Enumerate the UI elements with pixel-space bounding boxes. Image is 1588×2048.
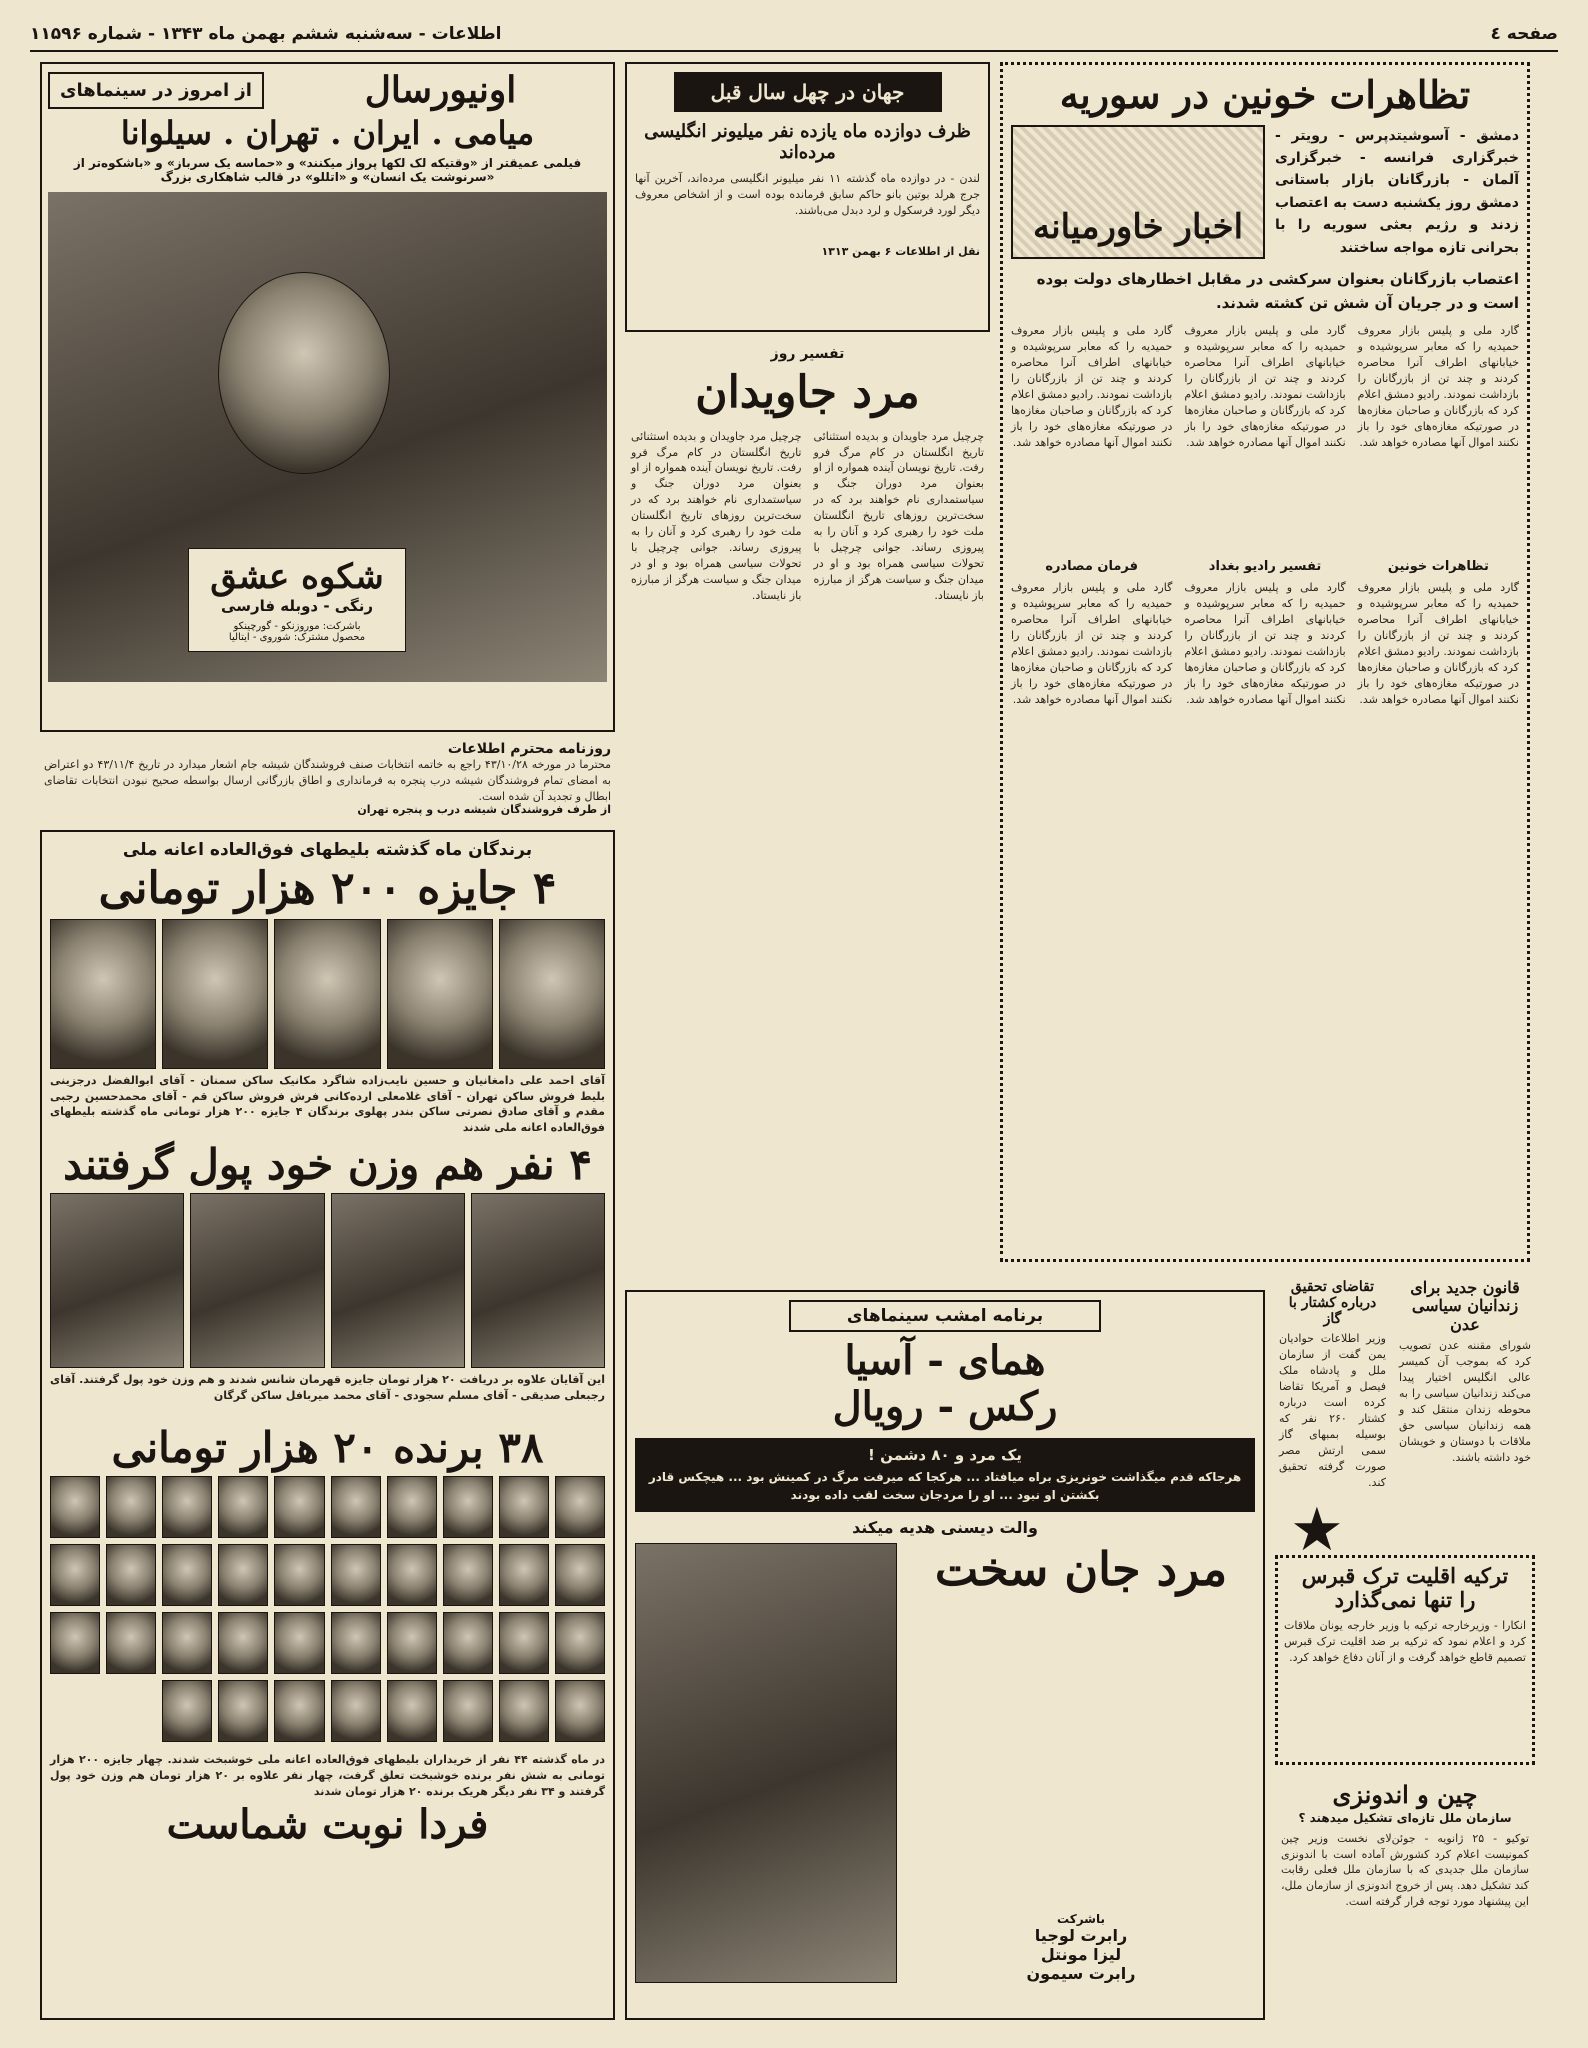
winner-thumb (274, 1544, 324, 1606)
actress-portrait (218, 272, 390, 474)
churchill-kicker: تفسیر روز (770, 346, 845, 362)
cinema-top-title-line2: میامی . ایران . تهران . سیلوانا (120, 114, 535, 153)
winner-thumb (218, 1476, 268, 1538)
cinema-ad-bottom (625, 1290, 1265, 2020)
winner-thumb (443, 1544, 493, 1606)
jahan-source: نقل از اطلاعات ۶ بهمن ۱۳۱۳ (821, 245, 980, 259)
film-poster-photo (48, 192, 607, 682)
winner-thumb (443, 1476, 493, 1538)
winner-thumb (162, 1680, 212, 1742)
winner-thumb (50, 1544, 100, 1606)
cinema-top-desc1: فیلمی عمیقتر از «وقتیکه لک لکها پرواز میکنند» و «حماسه یک سرباز» و «باشکوه‌تر از (73, 156, 582, 171)
cinema-presenter: والت دیسنی هدیه میکند (852, 1518, 1038, 1537)
syria-body-col3b: گارد ملی و پلیس بازار معروف حمیدیه را که معابر سرپوشیده و خیابانهای اطراف آنرا محاصره کردند و چند تن از بازرگانان را بازداشت نمودند. رادیو دمشق اعلام کرد که بازرگانان و صاحبان مغازه‌ها در صورتیکه مغازه‌های خود را باز نکنند اموال آنها مصادره خواهد شد. (1011, 581, 1173, 706)
syria-body-col1: گارد ملی و پلیس بازار معروف حمیدیه را که معابر سرپوشیده و خیابانهای اطراف آنرا محاصره کردند و چند تن از بازرگانان را بازداشت نمودند. رادیو دمشق اعلام کرد که بازرگانان و صاحبان مغازه‌ها در صورتیکه مغازه‌های خود را باز نکنند اموال آنها مصادره خواهد شد. (1357, 324, 1519, 449)
winner-thumb (162, 1476, 212, 1538)
weighing-photo (50, 1193, 184, 1368)
star-icon: ★ (1290, 1495, 1344, 1565)
winner-thumb (443, 1612, 493, 1674)
turkey-article (1275, 1555, 1535, 1765)
china-body: توکیو - ۲۵ ژانویه - جوئن‌لای نخست وزیر چین کمونیست اعلام کرد کشورش آماده است با اندونزی سازمان ملل جدیدی که با سازمان ملل فعلی رقابت کند تشکیل دهد. پس از خروج اندونزی از سازمان ملل، این پیشنهاد مورد توجه قرار گرفته است. (1281, 1831, 1529, 1909)
winner-thumb (387, 1680, 437, 1742)
syria-headline: تظاهرات خونین در سوریه (1059, 72, 1471, 117)
middle-east-news-logo (1011, 125, 1265, 259)
winner-thumb (162, 1612, 212, 1674)
winner-thumb (555, 1544, 605, 1606)
turkey-body: انکارا - وزیرخارجه ترکیه با وزیر خارجه یونان ملاقات کرد و اعلام نمود که ترکیه بر ضد اقلیت ترک قبرس تصمیم قاطع خواهد گرفت و از آنان دفاع خواهد کرد. (1284, 1619, 1526, 1665)
winner-photo (387, 919, 493, 1069)
winner-thumb (274, 1680, 324, 1742)
cinema-bottom-banner: برنامه امشب سینماهای (789, 1300, 1101, 1332)
syria-body-col1b: گارد ملی و پلیس بازار معروف حمیدیه را که معابر سرپوشیده و خیابانهای اطراف آنرا محاصره کردند و چند تن از بازرگانان را بازداشت نمودند. رادیو دمشق اعلام کرد که بازرگانان و صاحبان مغازه‌ها در صورتیکه مغازه‌های خود را باز نکنند اموال آنها مصادره خواهد شد. (1357, 581, 1519, 706)
cowboy-illustration (635, 1543, 897, 1983)
winner-thumb (218, 1612, 268, 1674)
notice-text: محترما در مورخه ۴۳/۱۰/۲۸ راجع به خاتمه انتخابات صنف فروشندگان شیشه جام اشعار میدارد در تاریخ ۴۳/۱۱/۴ دو اعتراض به امضای تمام فروشندگان شیشه درب پنجره به فرمانداری و اطاق بازرگانی ارسال بواسطه صحیح نبودن انتخابات تقاضای ابطال و تجدید آن شده است. (44, 758, 611, 803)
poster-cast: باشرکت: موروزنکو - گورچینکو (233, 621, 361, 633)
winner-thumb (331, 1544, 381, 1606)
winner-thumb (218, 1544, 268, 1606)
churchill-headline: مرد جاویدان (695, 367, 920, 418)
cast-label: باشرکت (1057, 1912, 1105, 1926)
lottery-footer: فردا نوبت شماست (166, 1801, 489, 1849)
weighing-photo (331, 1193, 465, 1368)
cinema-top-desc2: «سرنوشت یک انسان» و «اتللو» در قالب شاهکاری بزرگ (160, 170, 495, 185)
cast-member-1: رابرت لوجیا (1034, 1926, 1128, 1945)
winner-thumb (106, 1544, 156, 1606)
glass-sellers-notice (40, 737, 615, 827)
lottery-headline-2: ۴ نفر هم وزن خود پول گرفتند (63, 1139, 592, 1189)
winner-thumb (331, 1680, 381, 1742)
weighing-photo (190, 1193, 324, 1368)
winner-thumb (555, 1612, 605, 1674)
jahan-box (625, 62, 990, 332)
cast-member-2: لیزا مونتل (1040, 1945, 1122, 1964)
jahan-body: لندن - در دوازده ماه گذشته ۱۱ نفر میلیونر انگلیسی مرده‌اند، آخرین آنها جرج هرلد بوتین بانو حاکم سابق فرمانده بوده است و از اشخاص معروف دیگر لورد فرسکول و لرد دبدل می‌باشند. (635, 172, 980, 218)
cinema-bottom-line2: رکس - رویال (832, 1383, 1058, 1430)
aden-headline: قانون جدید برای زندانیان سیاسی عدن (1410, 1278, 1520, 1334)
notice-signature: از طرف فروشندگان شیشه درب و پنجره تهران (357, 803, 611, 816)
syria-article (1000, 62, 1530, 1262)
winner-thumb (162, 1544, 212, 1606)
cast-member-3: رابرت سیمون (1026, 1964, 1136, 1983)
aden-article (1395, 1275, 1535, 1545)
cinema-top-title-line1: اونیورسال (364, 69, 517, 111)
winner-thumb (387, 1476, 437, 1538)
winner-thumb (499, 1544, 549, 1606)
poster-subtitle: رنگی - دوبله فارسی (221, 597, 373, 616)
churchill-article (625, 340, 990, 1280)
syria-lead: دمشق - آسوشیتدپرس - رویتر - خبرگزاری فرانسه - خبرگزاری آلمان - بازرگانان بازار باستانی دمشق روز یکشنبه دست به اعتصاب زدند و رژیم بعثی سوریه را با بحرانی تازه مواجه ساختند (1275, 127, 1519, 256)
winner-thumb (331, 1612, 381, 1674)
churchill-body-col2: چرچیل مرد جاویدان و بدیده استثنائی تاریخ انگلستان در کام مرگ فرو رفت. تاریخ نویسان آینده همواره از او بعنوان مرد دوران جنگ و سیاستمداری نام خواهند برد که در سخت‌ترین روزهای تاریخ انگلستان ملت خود را رهبری کرد و آنان را به پیروزی رساند. جوانی چرچیل با تحولات سیاسی همراه بود و او در میدان جنگ و سیاست هرگز از مبارزه باز نایستاد. (631, 429, 802, 602)
winner-thumb (499, 1476, 549, 1538)
winner-thumb (499, 1680, 549, 1742)
lottery-section (40, 830, 615, 2020)
poster-title: شکوه عشق (210, 557, 384, 598)
winner-thumb (106, 1476, 156, 1538)
cinema-poster-title: مرد جان سخت (934, 1542, 1228, 1596)
lottery-headline-3: ۳۸ برنده ۲۰ هزار تومانی (111, 1422, 544, 1472)
notice-title: روزنامه محترم اطلاعات (447, 741, 611, 757)
winners-grid (50, 1476, 605, 1746)
turkey-headline-2: را تنها نمی‌گذارد (1334, 1587, 1476, 1613)
china-article (1275, 1775, 1535, 2020)
cinema-bottom-line1: همای - آسیا (844, 1337, 1046, 1384)
winner-thumb (50, 1476, 100, 1538)
china-subhead: سازمان ملل تازه‌ای تشکیل میدهند ؟ (1298, 1810, 1512, 1825)
map-label: اخبار خاورمیانه (1032, 206, 1244, 247)
syria-body-col2: گارد ملی و پلیس بازار معروف حمیدیه را که معابر سرپوشیده و خیابانهای اطراف آنرا محاصره کردند و چند تن از بازرگانان را بازداشت نمودند. رادیو دمشق اعلام کرد که بازرگانان و صاحبان مغازه‌ها در صورتیکه مغازه‌های خود را باز نکنند اموال آنها مصادره خواهد شد. (1184, 324, 1346, 449)
weighing-photo (471, 1193, 605, 1368)
lottery-kicker: برندگان ماه گذشته بلیطهای فوق‌العاده اعانه ملی (122, 840, 533, 860)
winner-thumb (50, 1612, 100, 1674)
syria-body-col3: گارد ملی و پلیس بازار معروف حمیدیه را که معابر سرپوشیده و خیابانهای اطراف آنرا محاصره کردند و چند تن از بازرگانان را بازداشت نمودند. رادیو دمشق اعلام کرد که بازرگانان و صاحبان مغازه‌ها در صورتیکه مغازه‌های خود را باز نکنند اموال آنها مصادره خواهد شد. (1011, 324, 1173, 449)
winner-thumb (274, 1476, 324, 1538)
cinema-description: هرجاکه قدم میگذاشت خونریزی براه میافتاد ... هرکجا که میرفت مرگ در کمینش بود ... هیچکس قادر بکشتن او نبود ... او را مردجان سخت لقب داده بودند (648, 1470, 1242, 1502)
syria-body-col2b: گارد ملی و پلیس بازار معروف حمیدیه را که معابر سرپوشیده و خیابانهای اطراف آنرا محاصره کردند و چند تن از بازرگانان را بازداشت نمودند. رادیو دمشق اعلام کرد که بازرگانان و صاحبان مغازه‌ها در صورتیکه مغازه‌های خود را باز نکنند اموال آنها مصادره خواهد شد. (1184, 581, 1346, 706)
cinema-tagline: یک مرد و ۸۰ دشمن ! (868, 1446, 1022, 1464)
cinema-ad-top (40, 62, 615, 732)
winner-photo (499, 919, 605, 1069)
jahan-logo: جهان در چهل سال قبل (674, 72, 942, 112)
winner-thumb (555, 1680, 605, 1742)
lottery-caption-2: این آقایان علاوه بر دریافت ۲۰ هزار تومان جایزه قهرمان شانس شدند و هم وزن خود پول گرفتند. آقای رجبعلی صدیقی - آقای مسلم سجودی - آقای محمد میربافل ساکن گرگان (50, 1372, 605, 1402)
poster-production: محصول مشترک: شوروی - ایتالیا (228, 632, 366, 644)
winner-thumb (387, 1544, 437, 1606)
china-headline: چین و اندونزی (1332, 1780, 1478, 1809)
winner-thumb (555, 1476, 605, 1538)
masthead (30, 18, 1558, 52)
winner-thumb (387, 1612, 437, 1674)
syria-subhead-2: تظاهرات خونین (1387, 559, 1489, 575)
issue-info: اطلاعات - سه‌شنبه ششم بهمن ماه ۱۳۴۳ - شماره ۱۱۵۹۶ (30, 24, 502, 44)
lottery-caption-1: آقای احمد علی دامغانیان و حسین نایب‌زاده شاگرد مکانیک ساکن سمنان - آقای ابوالفضل درجزینی بلیط فروش ساکن تهران - آقای غلامعلی ارده‌کانی فرش فروش ساکن قم - آقای محمدحسین رجبی مقدم و آقای صادق نصرتی ساکن بندر پهلوی برندگان ۴ جایزه ۲۰۰ هزار تومانی ماه گذشته بلیطهای فوق‌العاده اعانه ملی شدند (50, 1073, 605, 1135)
churchill-body-col1: چرچیل مرد جاویدان و بدیده استثنائی تاریخ انگلستان در کام مرگ فرو رفت. تاریخ نویسان آینده همواره از او بعنوان مرد دوران جنگ و سیاستمداری نام خواهند برد که در سخت‌ترین روزهای تاریخ انگلستان ملت خود را رهبری کرد و آنان را به پیروزی رساند. جوانی چرچیل با تحولات سیاسی همراه بود و او در میدان جنگ و سیاست هرگز از مبارزه باز نایستاد. (813, 429, 984, 602)
gas-headline: تقاضای تحقیق درباره کشتار با گاز (1288, 1279, 1377, 1328)
winner-thumb (443, 1680, 493, 1742)
winner-thumb (331, 1476, 381, 1538)
lottery-headline-1: ۴ جایزه ۲۰۰ هزار تومانی (98, 863, 557, 914)
page-number: صفحه ٤ (1490, 24, 1558, 44)
jahan-headline: ظرف دوازده ماه یازده نفر میلیونر انگلیسی مرده‌اند (644, 121, 971, 163)
syria-subhead-3: تفسیر رادیو بغداد (1208, 559, 1322, 575)
turkey-headline-1: ترکیه اقلیت ترک قبرس (1301, 1563, 1509, 1588)
winner-thumb (218, 1680, 268, 1742)
syria-subhead-4: فرمان مصادره (1045, 559, 1139, 575)
winner-thumb (499, 1612, 549, 1674)
cinema-top-banner: از امروز در سینماهای (48, 72, 264, 109)
winner-photo (274, 919, 380, 1069)
gas-body: وزیر اطلاعات حوادیان یمن گفت از سازمان ملل و پادشاه ملک فیصل و آمریکا تقاضا کرده است درباره کشتار ۲۶۰ نفر که بوسیله بمبهای گاز سمی ارتش مصر صورت گرفته تحقیق کند. (1279, 1332, 1386, 1489)
lottery-caption-3: در ماه گذشته ۴۴ نفر از خریداران بلیطهای فوق‌العاده اعانه ملی خوشبخت شدند. چهار جایزه ۲۰۰ هزار تومانی به شش نفر برنده خوشبخت تعلق گرفت، چهار نفر علاوه بر ۲۰ هزار تومان هم وزن خود پول گرفتند و ۳۴ نفر دیگر هریک برنده ۲۰ هزار تومان شدند (50, 1753, 605, 1799)
winner-photo (50, 919, 156, 1069)
winner-thumb (106, 1612, 156, 1674)
winner-photo (162, 919, 268, 1069)
aden-body: شورای مقننه عدن تصویب کرد که بموجب آن کمیسر عالی انگلیس اختیار پیدا می‌کند زندانیان سیاسی را به محوطه زندان منتقل کند و همه زندانیان سیاسی حق ملاقات با دوستان و خویشان خود داشته باشند. (1399, 1339, 1531, 1464)
syria-subhead: اعتصاب بازرگانان بعنوان سرکشی در مقابل اخطارهای دولت بوده است و در جریان آن شش تن کشته شدند. (1036, 270, 1519, 313)
winner-thumb (274, 1612, 324, 1674)
